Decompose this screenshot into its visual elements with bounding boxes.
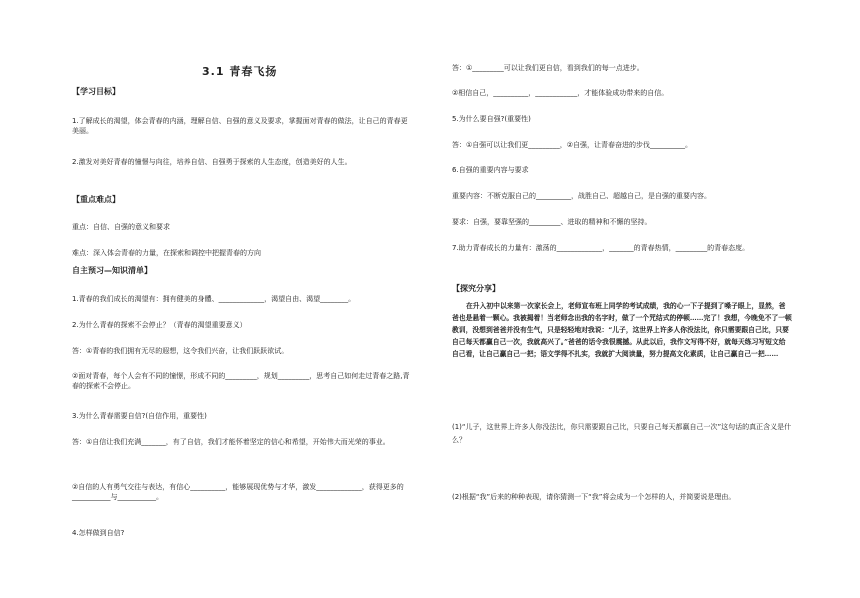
answer-3-2: ②自信的人有勇气交往与表达，有信心__________，能够展现优势与才华，激发_____________，获得更多的___________与___________。 bbox=[72, 483, 404, 501]
explore-heading: 【探究分享】 bbox=[452, 284, 500, 293]
answer-2-1: 答：①青春的我们拥有无尽的遐想，这令我们兴奋，让我们跃跃欲试。 bbox=[72, 347, 289, 355]
answer-3-1: 答：①自信让我们充满_______，有了自信，我们才能怀着坚定的信心和希望，开始伟大而光荣的事业。 bbox=[72, 438, 390, 446]
question-2: 2.为什么青春的探索不会停止？（青春的渴望重要意义） bbox=[72, 321, 247, 329]
sub-question-1: (1)“儿子，这世界上许多人你没法比，你只需要跟自己比，只要自己每天都赢自己一次”这句话的真正含义是什么？ bbox=[452, 423, 792, 444]
difficulty: 难点：深入体会青春的力量，在探索和调控中把握青春的方向 bbox=[72, 249, 261, 257]
answer-4-1: 答：①_________可以让我们更自信，看到我们的每一点进步。 bbox=[452, 64, 644, 72]
story-paragraph: 在升入初中以来第一次家长会上，老师宣布班上同学的考试成绩，我的心一下子提到了嗓子眼上，显然，爸爸也是悬着一颗心。我被揭着！当老师念出我的名字时，做了一个咒结式的停顿……完了！我想，今晚免不了一顿教训，没想到爸爸并没有生气，只是轻轻地对我说：“儿子，这世界上许多人你没法比，你只需要跟自己比，只要自己每天都赢自己一次，我就高兴了。”爸爸的话令我很震撼。从此以后，我作文写得不好，就每天练习写短文给自己看，让自己赢自己一把；语文学得不扎实，我就扩大阅读量，努力提高文化素质，让自己赢自己一把…… bbox=[452, 302, 792, 358]
preview-heading: 自主预习—知识清单】 bbox=[72, 266, 152, 275]
sub-question-2: (2)根据“我”后来的种种表现，请你猜测一下“我”将会成为一个怎样的人，并简要说是理由。 bbox=[452, 493, 736, 501]
learning-goals-heading: 【学习目标】 bbox=[72, 87, 120, 96]
question-7: 7.助力青春成长的力量有：激荡的_____________，_______的青春热情，_________的青春态度。 bbox=[452, 244, 750, 252]
answer-5: 答：①自强可以让我们更_________，②自强，让青春奋进的步伐__________。 bbox=[452, 141, 693, 149]
goal-2: 2.激发对美好青春的憧憬与向往，培养自信、自强勇于探索的人生态度，创造美好的人生。 bbox=[72, 158, 352, 166]
answer-4-2: ②相信自己，__________，____________，才能体验成功带来的自信。 bbox=[452, 89, 669, 97]
key-points-heading: 【重点难点】 bbox=[72, 195, 120, 204]
page-title: 3.1 青春飞扬 bbox=[202, 65, 278, 78]
key-point: 重点：自信、自强的意义和要求 bbox=[72, 223, 170, 231]
question-3: 3.为什么青春需要自信?(自信作用，重要性) bbox=[72, 412, 207, 420]
question-4: 4.怎样做到自信? bbox=[72, 529, 125, 537]
question-1: 1.青春的我们成长的渴望有：拥有健美的身體、_____________，渴望自由、渴望________。 bbox=[72, 295, 356, 303]
question-6: 6.自强的重要内容与要求 bbox=[452, 166, 529, 174]
answer-6-requirement: 要求：自强，要靠坚强的_________、进取的精神和不懈的坚持。 bbox=[452, 218, 652, 226]
question-5: 5.为什么要自强?(重要性) bbox=[452, 115, 531, 123]
answer-2-2: ②面对青春，每个人会有不同的憧憬，形成不同的_________，规划_________，思考自己如何走过青春之路,青春的探索不会停止。 bbox=[72, 372, 410, 390]
answer-6-content: 重要内容：不断克服自己的__________，战胜自己、超越自己，是自强的重要内容。 bbox=[452, 192, 711, 200]
goal-1: 1.了解成长的渴望，体会青春的内涵，理解自信、自强的意义及要求，掌握面对青春的做法，让自己的青春更美丽。 bbox=[72, 117, 408, 135]
